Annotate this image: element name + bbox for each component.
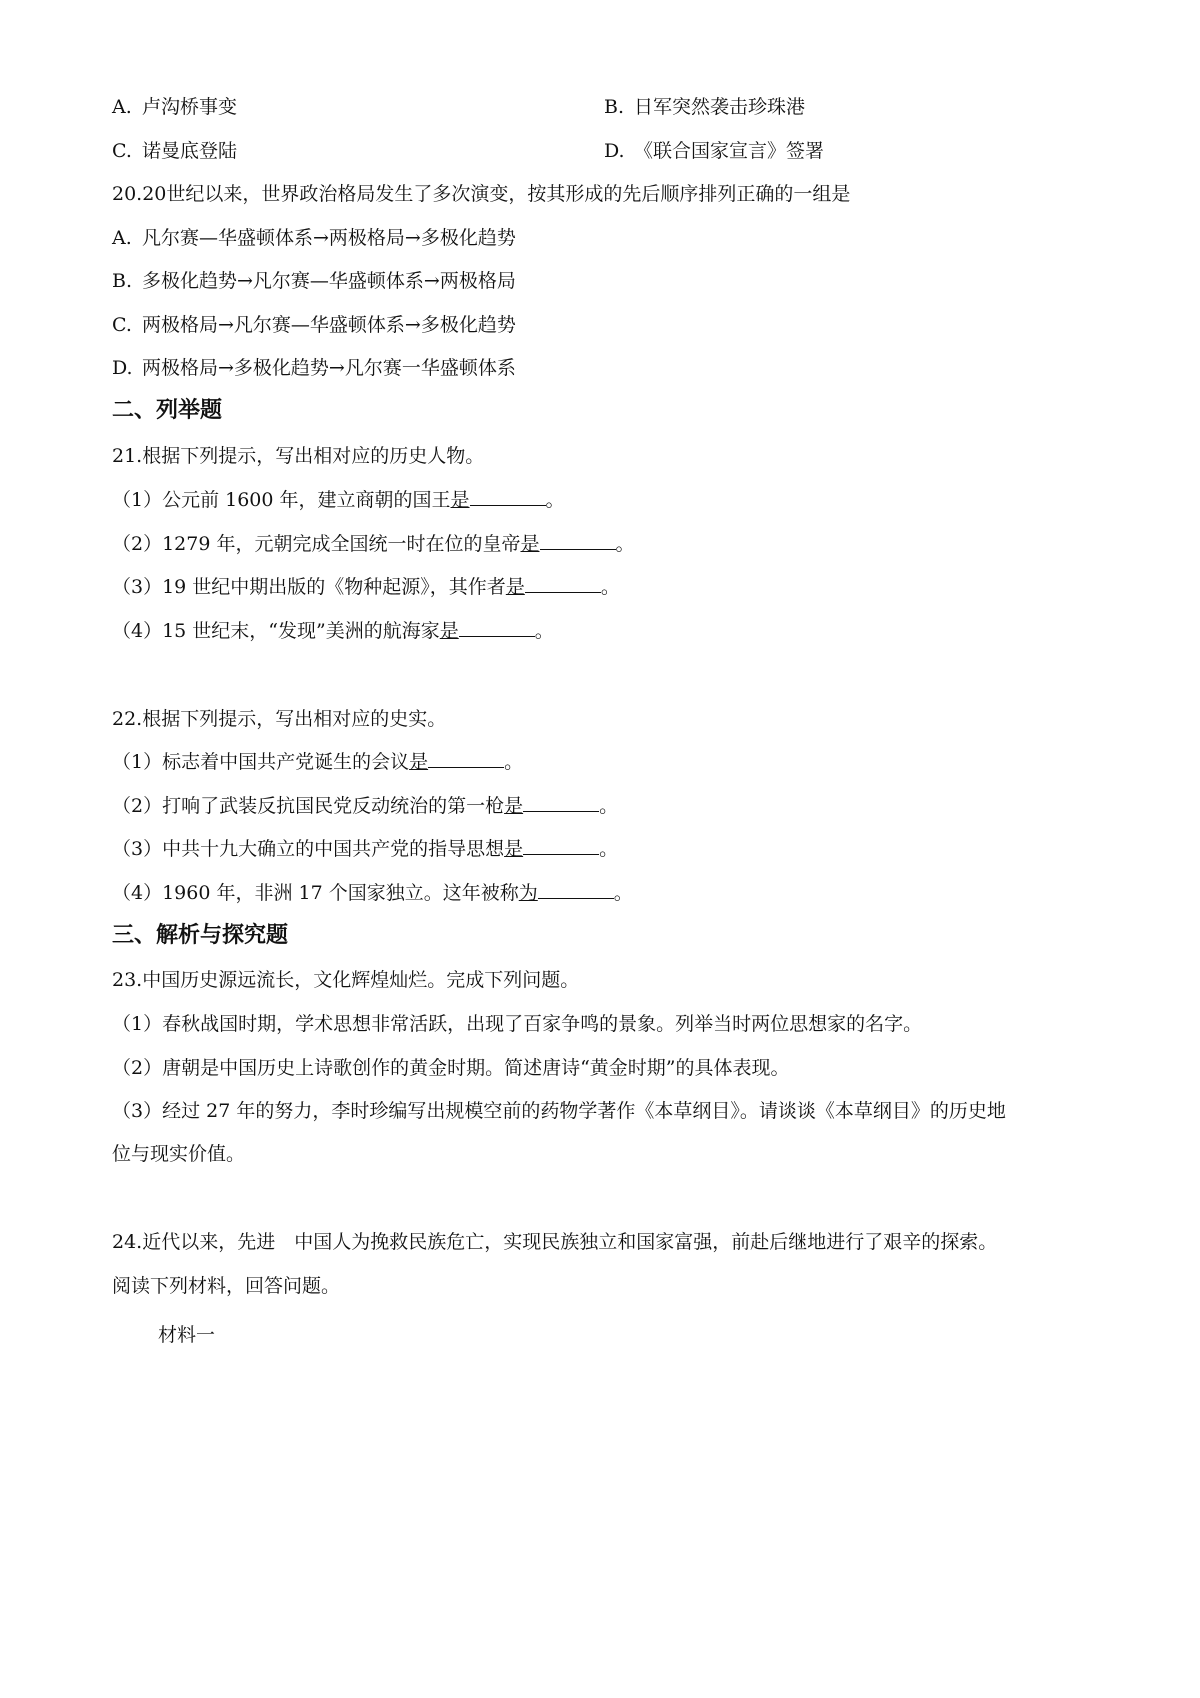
option-letter: D. xyxy=(604,140,625,162)
q23-item-1: （1）春秋战国时期，学术思想非常活跃，出现了百家争鸣的景象。列举当时两位思想家的名字。 xyxy=(112,1013,923,1035)
q22-stem: 22.根据下列提示，写出相对应的史实。 xyxy=(112,708,447,730)
item-end: 。 xyxy=(599,838,619,860)
item-text: （1）公元前 1600 年，建立商朝的国王 xyxy=(112,489,451,511)
option-letter: A. xyxy=(112,227,132,249)
underlined-word: 是 xyxy=(439,620,459,642)
item-text: （1）标志着中国共产党诞生的会议 xyxy=(112,751,410,773)
item-end: 。 xyxy=(613,882,633,904)
option-text: 诺曼底登陆 xyxy=(142,140,238,162)
answer-blank[interactable] xyxy=(540,531,616,550)
q20-stem: 20.20世纪以来，世界政治格局发生了多次演变，按其形成的先后顺序排列正确的一组是 xyxy=(112,183,851,205)
answer-blank[interactable] xyxy=(523,836,599,855)
item-text: （2）1279 年，元朝完成全国统一时在位的皇帝 xyxy=(112,533,521,555)
q21-item-3 xyxy=(112,574,620,600)
item-text: （2）打响了武装反抗国民党反动统治的第一枪 xyxy=(112,795,505,817)
item-text: （3）中共十九大确立的中国共产党的指导思想 xyxy=(112,838,505,860)
underlined-word: 是 xyxy=(504,838,524,860)
option-text: 日军突然袭击珍珠港 xyxy=(634,96,806,118)
item-end: 。 xyxy=(534,620,554,642)
q22-item-3 xyxy=(112,836,618,862)
option-letter: A. xyxy=(112,96,132,118)
item-text: （4）1960 年，非洲 17 个国家独立。这年被称 xyxy=(112,882,519,904)
q19-option-a xyxy=(112,94,237,120)
answer-blank[interactable] xyxy=(470,487,546,506)
option-text: 卢沟桥事变 xyxy=(142,96,238,118)
q20-option-c xyxy=(112,312,516,338)
q19-option-d xyxy=(604,138,824,164)
item-end: 。 xyxy=(545,489,565,511)
q24-material-label: 材料一 xyxy=(158,1324,216,1346)
option-text: 多极化趋势→凡尔赛—华盛顿体系→两极格局 xyxy=(142,270,516,292)
q23-item-3-cont: 位与现实价值。 xyxy=(112,1143,246,1165)
answer-blank[interactable] xyxy=(428,749,504,768)
answer-blank[interactable] xyxy=(459,618,535,637)
option-text: 两极格局→多极化趋势→凡尔赛一华盛顿体系 xyxy=(142,357,516,379)
item-text: （3）19 世纪中期出版的《物种起源》，其作者 xyxy=(112,576,506,598)
q20-option-b xyxy=(112,268,516,294)
answer-blank[interactable] xyxy=(525,574,601,593)
q22-item-4 xyxy=(112,880,633,906)
underlined-word: 为 xyxy=(518,882,538,904)
option-letter: C. xyxy=(112,140,132,162)
option-letter: B. xyxy=(112,270,133,292)
answer-blank[interactable] xyxy=(523,793,599,812)
underlined-word: 是 xyxy=(520,533,540,555)
q19-option-c xyxy=(112,138,237,164)
item-end: 。 xyxy=(600,576,620,598)
q20-option-d xyxy=(112,355,516,381)
q21-item-4 xyxy=(112,618,554,644)
q21-item-2 xyxy=(112,531,635,557)
q23-stem: 23.中国历史源远流长，文化辉煌灿烂。完成下列问题。 xyxy=(112,969,580,991)
option-text: 两极格局→凡尔赛—华盛顿体系→多极化趋势 xyxy=(142,314,516,336)
q24-stem-cont: 阅读下列材料，回答问题。 xyxy=(112,1275,341,1297)
item-end: 。 xyxy=(599,795,619,817)
q21-item-1 xyxy=(112,487,565,513)
item-end: 。 xyxy=(504,751,524,773)
underlined-word: 是 xyxy=(504,795,524,817)
underlined-word: 是 xyxy=(450,489,470,511)
q19-option-b xyxy=(604,94,805,120)
underlined-word: 是 xyxy=(505,576,525,598)
option-letter: B. xyxy=(604,96,625,118)
q23-item-3: （3）经过 27 年的努力，李时珍编写出规模空前的药物学著作《本草纲目》。请谈谈《本草纲目》的历史地 xyxy=(112,1100,1006,1122)
underlined-word: 是 xyxy=(409,751,429,773)
q23-item-2: （2）唐朝是中国历史上诗歌创作的黄金时期。简述唐诗“黄金时期”的具体表现。 xyxy=(112,1057,790,1079)
section-heading-2: 二、列举题 xyxy=(112,398,223,423)
option-letter: C. xyxy=(112,314,132,336)
option-text: 凡尔赛—华盛顿体系→两极格局→多极化趋势 xyxy=(142,227,516,249)
q22-item-1 xyxy=(112,749,523,775)
item-text: （4）15 世纪末，“发现”美洲的航海家 xyxy=(112,620,440,642)
item-end: 。 xyxy=(615,533,635,555)
option-letter: D. xyxy=(112,357,133,379)
q24-stem: 24.近代以来，先进 中国人为挽救民族危亡，实现民族独立和国家富强，前赴后继地进行了艰辛的探索。 xyxy=(112,1231,998,1253)
option-text: 《联合国家宣言》签署 xyxy=(634,140,825,162)
q22-item-2 xyxy=(112,793,618,819)
q20-option-a xyxy=(112,225,516,251)
section-heading-3: 三、解析与探究题 xyxy=(112,923,289,948)
answer-blank[interactable] xyxy=(538,880,614,899)
q21-stem: 21.根据下列提示，写出相对应的历史人物。 xyxy=(112,445,485,467)
